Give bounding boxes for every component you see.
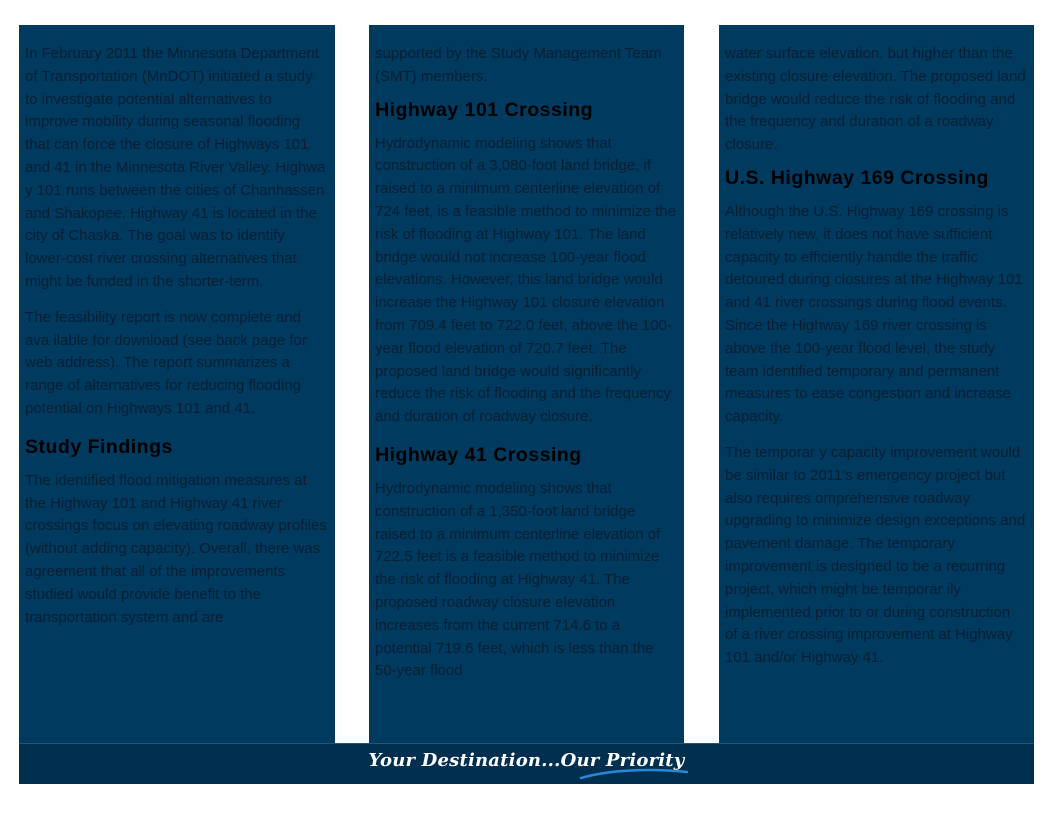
intro-paragraph: In February 2011 the Minnesota Department of Transportation (MnDOT) initiated a study to investigate potential alternatives to improve mobility during seasonal flooding that can force the closure of Highways 101 and 41 in the Minnesota River Valley. Highwa y 101 runs between the cities of Chanhassen and Shakopee. Highway 41 is located in the city of Chaska. The goal was to identify lower-cost river crossing alternatives that might be funded in the shorter-term.: [25, 45, 326, 290]
tagline: Your Destination...Our Priority: [368, 750, 685, 771]
column-1: [19, 25, 335, 743]
highway-169-paragraph: Although the U.S. Highway 169 crossing is relatively new, it does not have sufficient capacity to efficiently handle the traffic detoured during closures at the Highway 101 and 41 river crossings during flood events. Since the Highway 169 river crossing is above the 100-year flood level, the study team identified temporary and permanent measures to ease congestion and increase capacity.: [725, 202, 1023, 426]
closure-paragraph: water surface elevation, but higher than the existing closure elevation. The proposed land bridge would reduce the risk of flooding and the frequency and duration of a roadway closure.: [725, 45, 1026, 154]
column-2: [369, 25, 684, 743]
column-3: [719, 25, 1034, 743]
smt-paragraph: supported by the Study Management Team (SMT) members.: [375, 45, 662, 85]
highway-41-heading: Highway 41 Crossing: [375, 443, 582, 466]
highway-41-paragraph: Hydrodynamic modeling shows that construction of a 1,350-foot land bridge raised to a minimum centerline elevation of 722.5 feet is a feasible method to minimize the risk of flooding at Highway 41. The proposed roadway closure elevation increases from the current 714.6 to a potential 719.6 feet, which is less than the 50-year flood: [375, 479, 661, 680]
study-findings-heading: Study Findings: [25, 435, 173, 458]
highway-101-paragraph: Hydrodynamic modeling shows that construction of a 3,080-foot land bridge, if raised to a minimum centerline elevation of 724 feet, is a feasible method to minimize the risk of flooding at Highway 101. The land bridge would not increase 100-year flood elevations. However, this land bridge would increase the Highway 101 closure elevation from 709.4 feet to 722.0 feet, above the 100-year flood elevation of 720.7 feet. The proposed land bridge would significantly reduce the risk of flooding and the frequency and duration of roadway closure.: [375, 134, 676, 426]
findings-paragraph: The identified flood mitigation measures at the Highway 101 and Highway 41 river crossings focus on elevating roadway profiles (without adding capacity). Overall, there was agreement that all of the improvements studied would provide benefit to the transportation system and are: [25, 471, 327, 626]
temporary-improvement-paragraph: The temporar y capacity improvement would be similar to 2011’s emergency project but also requires omprehensive roadway upgrading to minimize design exceptions and pavement damage. The temporary improvement is designed to be a recurring project, which might be temporar ily implemented prior to or during construction of a river crossing improvement at Highway 101 and/or Highway 41.: [725, 443, 1026, 667]
footer-bar: [19, 743, 1034, 784]
swoosh-underline-icon: [579, 768, 689, 780]
highway-169-heading: U.S. Highway 169 Crossing: [725, 166, 989, 189]
highway-101-heading: Highway 101 Crossing: [375, 98, 594, 121]
report-paragraph: The feasibility report is now complete and ava ilable for download (see back page for web address). The report summarizes a range of alternatives for reducing flooding potential on Highways 101 and 41.: [25, 308, 307, 417]
